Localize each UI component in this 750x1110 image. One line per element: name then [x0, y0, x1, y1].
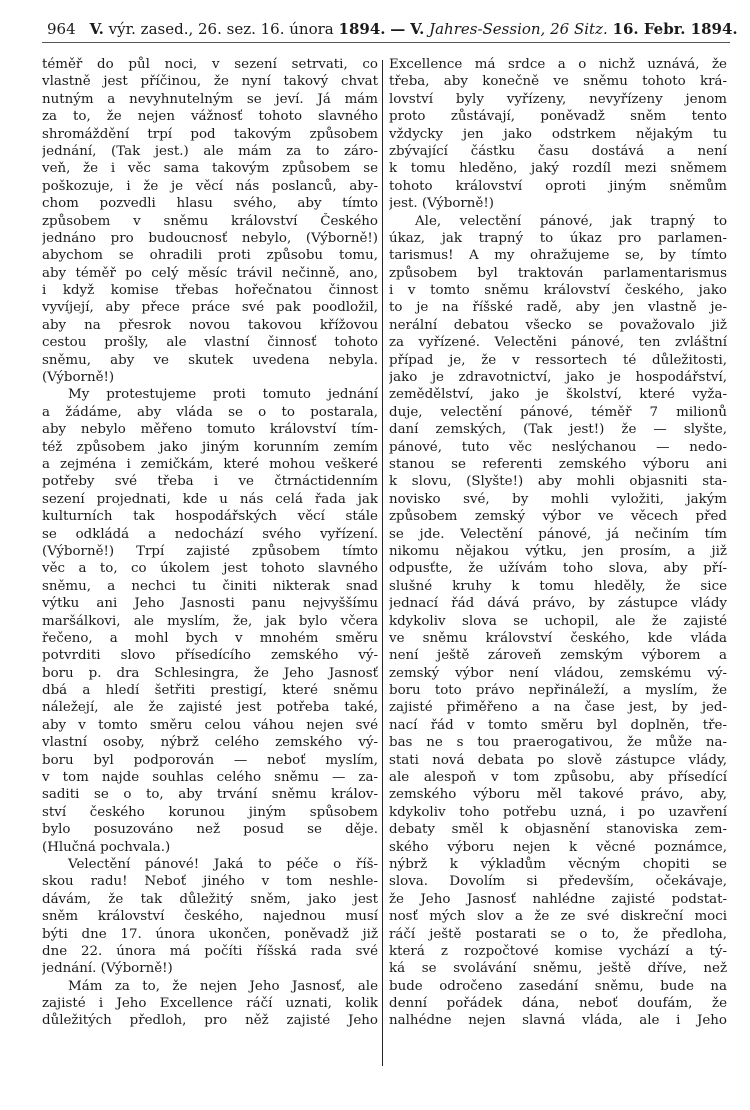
text-line: způsobem zemský výbor ve věcech před	[389, 509, 727, 525]
text-line: zajisté i Jeho Excellence ráčí uznati, kolik	[42, 996, 378, 1012]
text-line: jednáno pro budoucnosť nebylo, (Výborně!)	[42, 230, 378, 246]
text-line: která z rozpočtové komise vychází a tý-	[389, 943, 727, 959]
text-line: zemědělství, jako je školství, které vyža-	[389, 387, 727, 403]
text-line: k slovu, (Slyšte!) aby mohli objasniti sta-	[389, 474, 727, 490]
text-line: jednací řád dává právo, by zástupce vlády	[389, 596, 727, 612]
text-line: nikomu nějakou výtku, jen prosím, a již	[389, 543, 727, 559]
text-line: vlastně jest příčinou, že nyní takový chvat	[42, 74, 378, 90]
text-line: slova. Dovolím si především, očekávaje,	[389, 874, 727, 890]
text-line: sněmu, a nechci tu činiti nikterak snad	[42, 578, 378, 594]
text-line: lovství byly vyřízeny, nevyřízeny jenom	[389, 91, 727, 107]
text-line: chom pozvedli hlasu svého, aby tímto	[42, 196, 378, 212]
header-german-volume: V.	[410, 20, 425, 38]
text-line: též způsobem jako jiným korunním zemím	[42, 439, 378, 455]
header-german-session: Jahres-Session, 26 Sitz.	[429, 20, 608, 38]
text-line: (Hlučná pochvala.)	[42, 839, 171, 855]
text-line: za vyřízené. Velectěni pánové, ten zvláštní	[389, 335, 727, 351]
text-line: saditi se o to, aby trvání sněmu králov-	[42, 787, 378, 803]
header-dash: —	[390, 20, 406, 38]
text-line: jednání, (Tak jest.) ale mám za to záro-	[42, 143, 378, 159]
text-line: poškozuje, i že je věcí nás poslanců, aby-	[42, 178, 378, 194]
text-line: není ještě zároveň zemským výborem a	[389, 648, 727, 664]
text-line: potřeby své třeba i ve čtrnáctidenním	[42, 474, 378, 490]
text-line: případ je, že v ressortech té důležitosti,	[389, 352, 727, 368]
text-line: sněmu, aby ve skutek uvedena nebyla.	[42, 352, 378, 368]
text-line: bude odročeno zasedání sněmu, bude na	[389, 978, 727, 994]
text-line: daní zemských, (Tak jest!) že — slyšte,	[389, 422, 727, 438]
text-line: výtku ani Jeho Jasnosti panu nejvyššímu	[42, 596, 378, 612]
text-line: vlastní osoby, nýbrž celého zemského vý-	[42, 735, 378, 751]
text-line: důležitých předloh, pro něž zajisté Jeho	[42, 1013, 378, 1029]
text-line: že Jeho Jasnosť nahlédne zajisté podstat-	[389, 891, 727, 907]
text-line: stati nová debata po slově zástupce vlády,	[389, 752, 727, 768]
text-line: maršálkovi, ale myslím, že, jak bylo včera	[42, 613, 378, 629]
text-line: kdykoliv toho potřebu uzná, i po uzavření	[389, 804, 727, 820]
text-line: sezení projednati, kde u nás celá řada jak	[42, 491, 378, 507]
text-line: zemského výboru měl takové právo, aby,	[389, 787, 727, 803]
text-line: stanou se referenti zemského výboru ani	[389, 456, 727, 472]
text-line: Mám za to, že nejen Jeho Jasnosť, ale	[68, 978, 378, 994]
text-line: (Výborně!)	[42, 370, 115, 386]
text-line: jest. (Výborně!)	[389, 196, 494, 212]
text-line: se odkládá a nedochází svého vyřízení.	[42, 526, 378, 542]
text-line: Excellence má srdce a o nichž uznává, že	[389, 57, 727, 72]
text-line: v tom najde souhlas celého sněmu — za-	[42, 770, 378, 786]
text-line: (Výborně!) Trpí zajisté způsobem tímto	[42, 543, 378, 559]
text-line: odpusťte, že užívám toho slova, aby pří-	[389, 561, 727, 577]
text-line: slušné kruhy k tomu hleděly, že sice	[389, 578, 727, 594]
text-line: duje, velectění pánové, téměř 7 milionů	[389, 404, 727, 420]
text-line: My protestujeme proti tomuto jednání	[68, 387, 378, 403]
text-line: Velectění pánové! Jaká to péče o říš-	[68, 856, 378, 872]
text-line: tohoto království oproti jiným sněmům	[389, 178, 727, 194]
text-line: náležejí, ale že zajisté jest potřeba také,	[42, 700, 378, 716]
text-line: pánové, tuto věc neslýchanou — nedo-	[389, 439, 727, 455]
text-line: dávám, že tak důležitý sněm, jako jest	[42, 891, 378, 907]
text-line: skou radu! Neboť jiného v tom neshle-	[42, 874, 378, 890]
header-czech-volume: V.	[89, 20, 104, 38]
text-line: aby nebylo měřeno tomuto království tím-	[42, 422, 378, 438]
text-line: aby v tomto směru celou váhou nejen své	[42, 717, 378, 733]
left-column	[42, 56, 378, 1030]
text-line: nýbrž k výkladům věcným chopiti se	[389, 856, 727, 872]
text-line: ale alespoň v tom způsobu, aby přísedící	[389, 770, 727, 786]
text-line: způsobem byl traktován parlamentarismus	[389, 265, 727, 281]
text-line: veň, že i věc sama takovým způsobem se	[42, 161, 378, 177]
text-line: vyvíjejí, aby přece práce své pak poodložil,	[42, 300, 378, 316]
text-line: ve sněmu království českého, kde vláda	[389, 630, 727, 646]
text-line: tarismus! A my ohražujeme se, by tímto	[389, 248, 727, 264]
text-line: i když komise třebas hořečnatou činnost	[42, 283, 378, 299]
text-line: i v tomto sněmu království českého, jako	[389, 283, 727, 299]
text-line: abychom se ohradili proti způsobu tomu,	[42, 248, 378, 264]
text-line: jednání. (Výborně!)	[42, 961, 173, 977]
text-line: jako je zdravotnictví, jako je hospodářství,	[389, 370, 727, 386]
text-line: kdykoliv slova se uchopil, ale že zajisté	[389, 613, 727, 629]
text-line: a zejména i zemičkám, které mohou veškeré	[42, 456, 378, 472]
column-divider	[382, 60, 383, 1066]
text-line: kulturních tak hospodářských věcí stále	[42, 509, 378, 525]
text-line: nalhédne nejen slavná vláda, ale i Jeho	[389, 1013, 727, 1029]
text-line: ského výboru nejen k věcné poznámce,	[389, 839, 727, 855]
text-line: boru p. dra Schlesingra, že Jeho Jasnosť	[42, 665, 378, 681]
text-line: bas ne s tou praerogativou, že může na-	[389, 735, 727, 751]
text-line: a žádáme, aby vláda se o to postarala,	[42, 404, 378, 420]
header-czech-year: 1894.	[338, 20, 386, 38]
text-line: proto zůstávají, poněvadž sněm tento	[389, 109, 727, 125]
text-line: debaty směl k objasnění stanoviska zem-	[389, 822, 727, 838]
text-line: aby na přesrok novou takovou křížovou	[42, 317, 378, 333]
text-line: nosť mých slov a že ze své diskreční moci	[389, 909, 727, 925]
text-line: dne 22. února má počíti říšská rada své	[42, 943, 378, 959]
page-number: 964	[47, 20, 76, 38]
header-czech-session: výr. zased., 26. sez. 16. února	[108, 20, 334, 38]
header-german-date: 16. Febr. 1894.	[612, 20, 738, 38]
running-header	[47, 20, 738, 40]
text-line: věc a to, co úkolem jest tohoto slavného	[42, 561, 378, 577]
text-line: nací řád v tomto směru byl doplněn, tře-	[389, 717, 727, 733]
text-line: zemský výbor není vládou, zemskému vý-	[389, 665, 727, 681]
text-line: téměř do půl noci, v sezení setrvati, co	[42, 57, 378, 72]
text-line: novisko své, by mohli vyložiti, jakým	[389, 491, 727, 507]
text-line: bylo posuzováno než posud se děje.	[42, 822, 378, 838]
text-line: boru toto právo nepřináleží, a myslím, že	[389, 683, 727, 699]
text-line: se jde. Velectění pánové, já nečiním tím	[389, 526, 727, 542]
text-line: vždycky jen jako odstrkem nějakým tu	[389, 126, 727, 142]
text-line: denní pořádek dána, neboť doufám, že	[389, 996, 727, 1012]
text-line: sněm království českého, najednou musí	[42, 909, 378, 925]
text-line: nutným a nevyhnutelným se jeví. Já mám	[42, 91, 378, 107]
text-line: dbá a hledí šetřiti prestigí, které sněmu	[42, 683, 378, 699]
text-line: ká se svolávání sněmu, ještě dříve, než	[389, 961, 727, 977]
text-line: ráčí ještě postarati se o to, že předloha,	[389, 926, 727, 942]
text-line: aby téměř po celý měsíc trávil nečinně, ano,	[42, 265, 378, 281]
text-line: shromáždění trpí pod takovým způsobem	[42, 126, 378, 142]
text-line: k tomu hleděno, jaký rozdíl mezi sněmem	[389, 161, 727, 177]
text-line: býti dne 17. února ukončen, poněvadž již	[42, 926, 378, 942]
text-line: nerální debatou všecko se považovalo již	[389, 317, 727, 333]
text-line: to je na říšské radě, aby jen vlastně je-	[389, 300, 727, 316]
text-line: boru byl podporován — neboť myslím,	[42, 752, 378, 768]
text-line: způsobem v sněmu království Českého	[42, 213, 378, 229]
right-column	[389, 56, 727, 1030]
text-line: třeba, aby konečně ve sněmu tohoto krá-	[389, 74, 727, 90]
header-rule	[42, 42, 730, 43]
text-line: řečeno, a mohl bych v mnohém směru	[42, 630, 378, 646]
text-line: zbývající částku času dostává a není	[389, 143, 727, 159]
text-line: cestou prošly, ale vlastní činnosť tohoto	[42, 335, 378, 351]
text-line: Ale, velectění pánové, jak trapný to	[415, 213, 727, 229]
text-line: potvrditi slovo přísedícího zemského vý-	[42, 648, 378, 664]
text-line: úkaz, jak trapný to úkaz pro parlamen-	[389, 230, 727, 246]
text-line: za to, že nejen vážnosť tohoto slavného	[42, 109, 378, 125]
text-line: zajisté přiměřeno a na čase jest, by jed-	[389, 700, 727, 716]
text-line: ství českého korunou jiným spůsobem	[42, 804, 378, 820]
